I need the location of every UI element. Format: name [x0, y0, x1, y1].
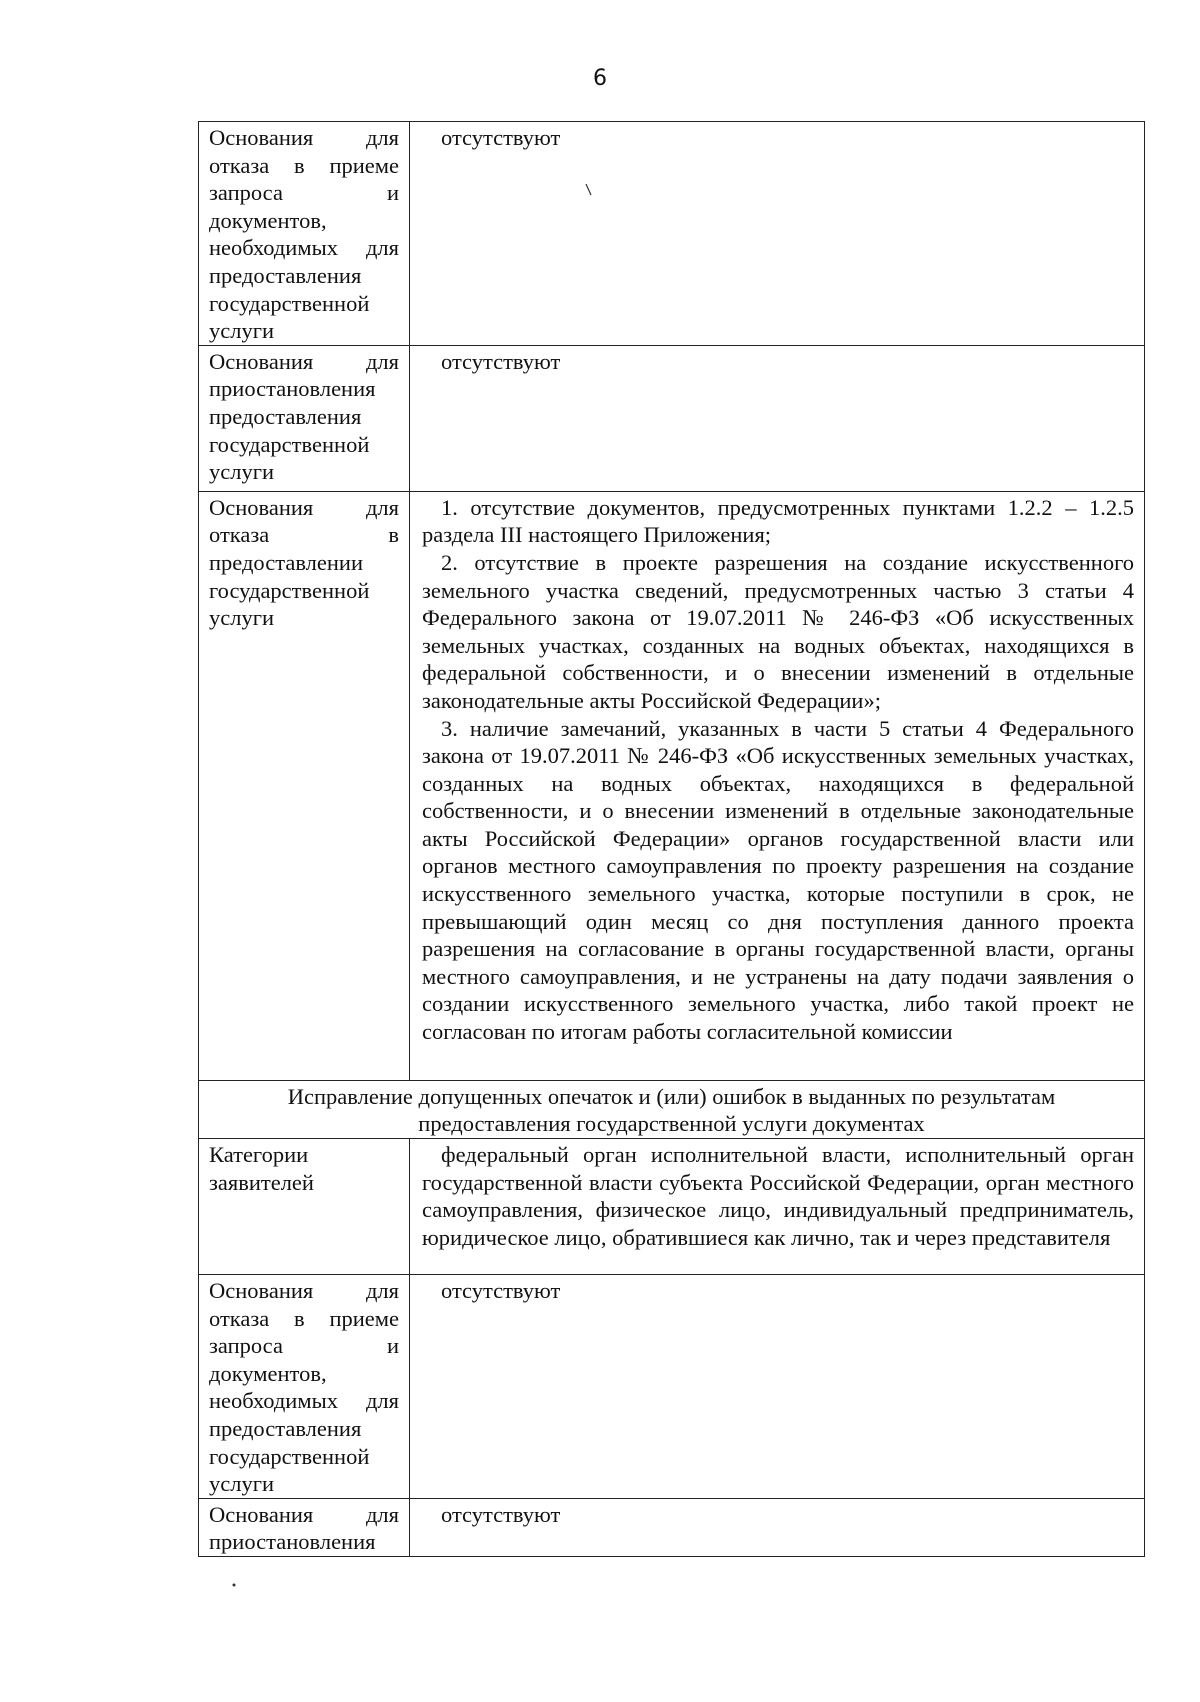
- services-table: [198, 121, 1145, 1557]
- row-value: [410, 1138, 1145, 1274]
- list-item: 1. отсутствие документов, предусмотренных пунктами 1.2.2 – 1.2.5 раздела III настоящего Приложения;: [422, 494, 1134, 548]
- row-value: [410, 491, 1145, 1080]
- value-text: отсутствуют: [441, 348, 561, 374]
- row-label: Основания для приостановления: [199, 1498, 410, 1556]
- value-text: отсутствуют: [441, 1501, 561, 1527]
- table-row: [199, 1498, 1145, 1556]
- table-row: [199, 122, 1145, 346]
- scan-artifact-mark: [585, 183, 593, 197]
- row-label: Основания для отказа в приеме запроса и документов, необходимых для предоставления государственной услуги: [199, 1274, 410, 1498]
- table-row: [199, 345, 1145, 491]
- row-label: Основания для отказа в предоставлении государственной услуги: [199, 491, 410, 1080]
- value-text: отсутствуют: [441, 1277, 561, 1303]
- section-heading: Исправление допущенных опечаток и (или) ошибок в выданных по результатам предоставления государственной услуги документах: [199, 1080, 1145, 1138]
- table-row: [199, 1138, 1145, 1274]
- list-item: 3. наличие замечаний, указанных в части 5 статьи 4 Федерального закона от 19.07.2011 № 246-ФЗ «Об искусственных земельных участках, созданных на водных объектах, находящихся в федеральной собственности, и о внесении изменений в отдельные законодательные акты Российской Федерации» органов государственной власти или органов местного самоуправления по проекту разрешения на создание искусственного земельного участка, которые поступили в срок, не превышающий один месяц со дня поступления данного проекта разрешения на согласование в органы государственной власти, органы местного самоуправления, и не устранены на дату подачи заявления о создании искусственного земельного участка, либо такой проект не согласован по итогам работы согласительной комиссии: [422, 715, 1134, 1045]
- row-value: [410, 1498, 1145, 1556]
- page-number: 6: [593, 66, 607, 91]
- list-item: 2. отсутствие в проекте разрешения на создание искусственного земельного участка сведений, предусмотренных частью 3 статьи 4 Федерального закона от 19.07.2011 № 246-ФЗ «Об искусственных земельных участках, созданных на водных объектах, находящихся в федеральной собственности, и о внесении изменений в отдельные законодательные акты Российской Федерации»;: [422, 549, 1134, 713]
- row-label: Основания для отказа в приеме запроса и документов, необходимых для предоставления государственной услуги: [199, 122, 410, 346]
- row-label: Основания для приостановления предоставления государственной услуги: [199, 345, 410, 491]
- scan-artifact-dot: [231, 1582, 237, 1588]
- table-row: [199, 491, 1145, 1080]
- value-text: отсутствуют: [441, 125, 561, 150]
- value-text: федеральный орган исполнительной власти, исполнительный орган государственной власти субъекта Российской Федерации, орган местного самоуправления, физическое лицо, индивидуальный предприниматель, юридическое лицо, обратившиеся как лично, так и через представителя: [422, 1141, 1134, 1250]
- row-value: [410, 1274, 1145, 1498]
- row-value: [410, 345, 1145, 491]
- row-label: Категории заявителей: [199, 1138, 410, 1274]
- table-row: [199, 1274, 1145, 1498]
- row-value: [410, 122, 1145, 346]
- section-row: [199, 1080, 1145, 1138]
